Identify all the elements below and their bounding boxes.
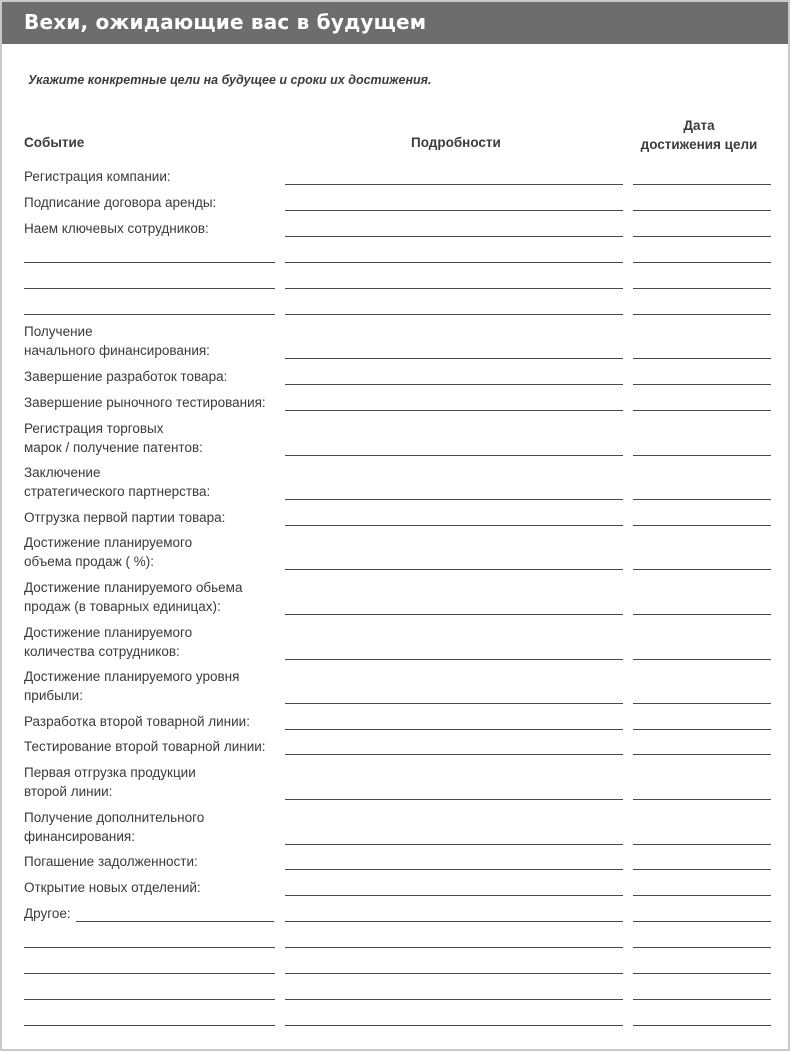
details-input-line[interactable] — [285, 314, 623, 315]
event-input-line[interactable] — [24, 288, 275, 289]
header-bar — [2, 2, 788, 44]
event-input-line[interactable] — [24, 262, 275, 263]
details-input-line[interactable] — [285, 384, 623, 385]
event-input-line[interactable] — [24, 314, 275, 315]
details-input-line[interactable] — [285, 921, 623, 922]
milestone-label-line2: количества сотрудников: — [24, 644, 180, 659]
details-input-line[interactable] — [285, 947, 623, 948]
date-input-line[interactable] — [633, 184, 771, 185]
details-input-line[interactable] — [285, 799, 623, 800]
date-input-line[interactable] — [633, 288, 771, 289]
date-input-line[interactable] — [633, 262, 771, 263]
details-input-line[interactable] — [285, 499, 623, 500]
milestone-label: Наем ключевых сотрудников: — [24, 221, 209, 236]
date-input-line[interactable] — [633, 844, 771, 845]
column-header-date-line2: достижения цели — [640, 137, 758, 152]
milestone-label: Заключение — [24, 465, 101, 480]
date-input-line[interactable] — [633, 1025, 771, 1026]
details-input-line[interactable] — [285, 659, 623, 660]
details-input-line[interactable] — [285, 614, 623, 615]
date-input-line[interactable] — [633, 455, 771, 456]
details-input-line[interactable] — [285, 999, 623, 1000]
date-input-line[interactable] — [633, 499, 771, 500]
details-input-line[interactable] — [285, 184, 623, 185]
other-event-input-line[interactable] — [76, 921, 274, 922]
milestone-label-line2: финансирования: — [24, 829, 135, 844]
date-input-line[interactable] — [633, 384, 771, 385]
milestone-label: Завершение рыночного тестирования: — [24, 395, 266, 410]
date-input-line[interactable] — [633, 754, 771, 755]
milestone-label: Получение — [24, 324, 93, 339]
event-input-line[interactable] — [24, 1025, 275, 1026]
milestone-label: Подписание договора аренды: — [24, 195, 217, 210]
date-input-line[interactable] — [633, 358, 771, 359]
details-input-line[interactable] — [285, 455, 623, 456]
date-input-line[interactable] — [633, 236, 771, 237]
milestone-label: Достижение планируемого — [24, 625, 193, 640]
details-input-line[interactable] — [285, 895, 623, 896]
column-header-details: Подробности — [411, 135, 501, 150]
details-input-line[interactable] — [285, 236, 623, 237]
milestone-label: Регистрация компании: — [24, 169, 171, 184]
details-input-line[interactable] — [285, 210, 623, 211]
milestone-label: Регистрация торговых — [24, 421, 164, 436]
date-input-line[interactable] — [633, 999, 771, 1000]
milestone-label: Тестирование второй товарной линии: — [24, 739, 266, 754]
date-input-line[interactable] — [633, 729, 771, 730]
event-input-line[interactable] — [24, 973, 275, 974]
date-input-line[interactable] — [633, 703, 771, 704]
date-input-line[interactable] — [633, 869, 771, 870]
details-input-line[interactable] — [285, 288, 623, 289]
details-input-line[interactable] — [285, 973, 623, 974]
details-input-line[interactable] — [285, 262, 623, 263]
date-input-line[interactable] — [633, 210, 771, 211]
milestone-label: Получение дополнительного — [24, 810, 205, 825]
details-input-line[interactable] — [285, 358, 623, 359]
milestone-label: Достижение планируемого уровня — [24, 669, 240, 684]
event-input-line[interactable] — [24, 947, 275, 948]
milestone-label-line2: стратегического партнерства: — [24, 484, 211, 499]
milestone-label: Первая отгрузка продукции — [24, 765, 196, 780]
milestone-label-line2: второй линии: — [24, 784, 113, 799]
date-input-line[interactable] — [633, 314, 771, 315]
milestone-label-line2: начального финансирования: — [24, 343, 210, 358]
details-input-line[interactable] — [285, 703, 623, 704]
milestone-label: Открытие новых отделений: — [24, 880, 201, 895]
milestone-label-line2: продаж (в товарных единицах): — [24, 599, 221, 614]
instruction-text: Укажите конкретные цели на будущее и сроки их достижения. — [28, 73, 432, 87]
date-input-line[interactable] — [633, 895, 771, 896]
column-header-event: Событие — [24, 135, 85, 150]
details-input-line[interactable] — [285, 844, 623, 845]
details-input-line[interactable] — [285, 569, 623, 570]
milestone-label: Достижение планируемого — [24, 535, 193, 550]
date-input-line[interactable] — [633, 614, 771, 615]
date-input-line[interactable] — [633, 525, 771, 526]
date-input-line[interactable] — [633, 569, 771, 570]
details-input-line[interactable] — [285, 1025, 623, 1026]
milestone-label: Погашение задолженности: — [24, 854, 198, 869]
milestone-label: Разработка второй товарной линии: — [24, 714, 250, 729]
date-input-line[interactable] — [633, 799, 771, 800]
date-input-line[interactable] — [633, 921, 771, 922]
milestone-label-line2: объема продаж ( %): — [24, 554, 154, 569]
column-header-date-line1: Дата — [683, 118, 715, 133]
date-input-line[interactable] — [633, 947, 771, 948]
date-input-line[interactable] — [633, 973, 771, 974]
details-input-line[interactable] — [285, 869, 623, 870]
event-input-line[interactable] — [24, 999, 275, 1000]
milestone-label-line2: прибыли: — [24, 688, 83, 703]
milestone-label: Отгрузка первой партии товара: — [24, 510, 226, 525]
milestone-label-line2: марок / получение патентов: — [24, 440, 203, 455]
milestone-label: Достижение планируемого обьема — [24, 580, 243, 595]
page-title: Вехи, ожидающие вас в будущем — [24, 10, 427, 34]
details-input-line[interactable] — [285, 410, 623, 411]
column-header-date — [634, 116, 764, 154]
date-input-line[interactable] — [633, 659, 771, 660]
milestone-label: Завершение разработок товара: — [24, 369, 228, 384]
details-input-line[interactable] — [285, 729, 623, 730]
details-input-line[interactable] — [285, 525, 623, 526]
details-input-line[interactable] — [285, 754, 623, 755]
milestone-label: Другое: — [24, 906, 71, 921]
date-input-line[interactable] — [633, 410, 771, 411]
